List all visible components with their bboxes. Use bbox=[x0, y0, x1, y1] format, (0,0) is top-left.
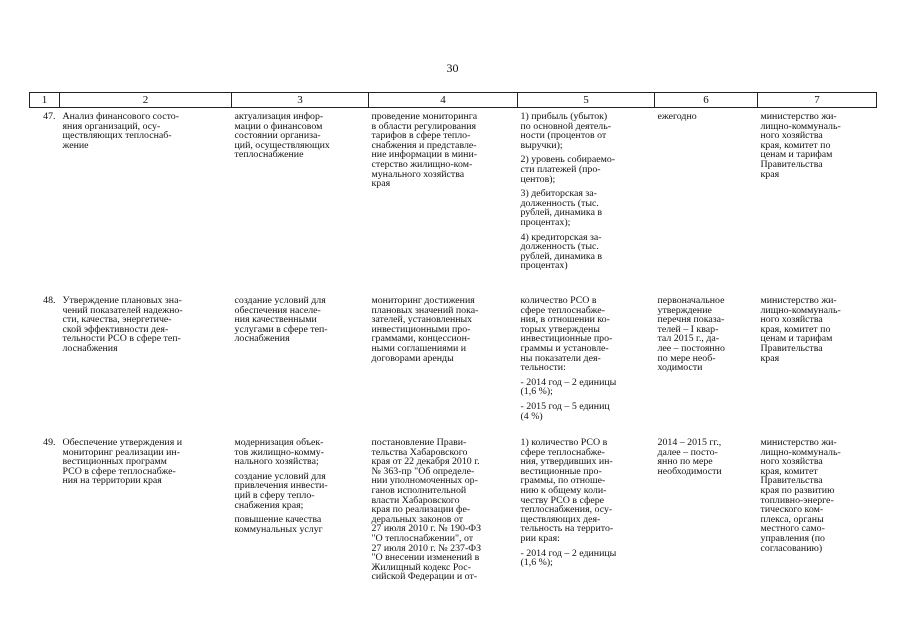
cell-paragraph: постановление Прави- тельства Хабаровского края от 22 декабря 2010 г. № 363-пр "Об определе- нии уполномоченных ор- ганов исполнительной власти Хабаровского края по реализации фе- деральных законов от 27 июля 2010 г. № 190-ФЗ "О теплоснабжении", от 27 июля 2010 г. № 237-ФЗ "О внесении изменений в Жилищный кодекс Рос- сийской Федерации и от- bbox=[371, 437, 482, 583]
column-header: 3 bbox=[232, 93, 369, 108]
measure-name-cell: Утверждение плановых зна- чений показателей надежно- сти, качества, энергетиче- ской эффективности дея- тельности РСО в сфере теп- лоснабжения bbox=[62, 295, 183, 354]
responsible-cell bbox=[758, 108, 877, 293]
cell-paragraph: первоначальное утверждение перечня показа- телей – I квар- тал 2015 г., да- лее – постоянно по мере необ- ходимости bbox=[657, 295, 725, 374]
table-row bbox=[30, 292, 877, 434]
deadline-cell bbox=[655, 108, 758, 293]
indicator-cell bbox=[518, 108, 655, 293]
cell-paragraph: количество РСО в сфере теплоснабже- ния, в отношении ко- торых утверждены инвестиционные про- граммы и установле- ны показатели дея- тельности: bbox=[520, 295, 613, 374]
column-header: 6 bbox=[655, 93, 758, 108]
cell-paragraph: министерство жи- лищно-коммуналь- ного хозяйства края, комитет по ценам и тарифам Правительства края bbox=[760, 295, 841, 364]
responsible-cell bbox=[758, 292, 877, 434]
action-cell bbox=[369, 108, 518, 293]
cell-paragraph: министерство жи- лищно-коммуналь- ного хозяйства края, комитет Правительства края по развитию топливно-энерге- тического ком- плекса, органы местного само- управления (по согласованию) bbox=[760, 437, 841, 554]
column-header: 2 bbox=[60, 93, 232, 108]
cell-paragraph: 4) кредиторская за- долженность (тыс. рублей, динамика в процентах) bbox=[520, 231, 603, 272]
table-row bbox=[30, 434, 877, 620]
row-number: 47. bbox=[43, 111, 56, 122]
indicator-cell bbox=[518, 292, 655, 434]
cell-paragraph: создание условий для привлечения инвести- ций в сферу тепло- снабжения края; bbox=[234, 470, 328, 511]
cell-paragraph: министерство жи- лищно-коммуналь- ного хозяйства края, комитет по ценам и тарифам Правительства края bbox=[760, 111, 841, 180]
measure-name-cell: Анализ финансового состо- яния организаций, осу- ществляющих теплоснаб- жение bbox=[62, 111, 180, 151]
cell-paragraph: 3) дебиторская за- долженность (тыс. рублей, динамика в процентах); bbox=[520, 188, 603, 228]
action-cell bbox=[369, 434, 518, 620]
column-header: 5 bbox=[518, 93, 655, 108]
page-number: 30 bbox=[446, 61, 459, 75]
cell-paragraph: - 2014 год – 2 единицы (1,6 %); bbox=[520, 547, 617, 569]
cell-paragraph: - 2014 год – 2 единицы (1,6 %); bbox=[520, 376, 617, 398]
goal-cell bbox=[232, 292, 369, 434]
header-row bbox=[30, 93, 877, 108]
row-number: 49. bbox=[43, 437, 56, 448]
goal-cell bbox=[232, 434, 369, 620]
action-cell bbox=[369, 292, 518, 434]
goal-cell bbox=[232, 108, 369, 293]
cell-paragraph: повышение качества коммунальных услуг bbox=[234, 514, 323, 535]
measures-table bbox=[29, 92, 877, 620]
deadline-cell bbox=[655, 434, 758, 620]
column-header: 7 bbox=[758, 93, 877, 108]
cell-paragraph: 1) прибыль (убыток) по основной деятель- ности (процентов от выручки); bbox=[520, 111, 611, 151]
measure-name-cell: Обеспечение утверждения и мониторинг реализации ин- вестиционных программ РСО в сфере теплоснабже- ния на территории края bbox=[62, 437, 183, 487]
cell-paragraph: ежегодно bbox=[657, 111, 697, 122]
cell-paragraph: актуализация инфор- мации о финансовом состоянии организа- ций, осуществляющих теплоснабжение bbox=[234, 111, 330, 161]
column-header: 4 bbox=[369, 93, 518, 108]
cell-paragraph: - 2015 год – 5 единиц (4 %) bbox=[520, 400, 610, 422]
cell-paragraph: проведение мониторинга в области регулирования тарифов в сфере тепло- снабжения и представле- ние информации в мини- стерство жилищно-ком- мунального хозяйства края bbox=[371, 111, 478, 190]
responsible-cell bbox=[758, 434, 877, 620]
cell-paragraph: 2) уровень собираемо- сти платежей (про- центов); bbox=[520, 154, 616, 185]
cell-paragraph: создание условий для обеспечения населе- ния качественными услугами в сфере теп- лоснабжения bbox=[234, 295, 328, 345]
cell-paragraph: 2014 – 2015 гг., далее – посто- янно по мере необходимости bbox=[657, 437, 722, 477]
cell-paragraph: 1) количество РСО в сфере теплоснабже- ния, утвердивших ин- вестиционные про- граммы, по отноше- нию к общему коли- честву РСО в сфере теплоснабжения, осу- ществляющих дея- тельность на террито- рии края: bbox=[520, 437, 614, 544]
table-row bbox=[30, 108, 877, 293]
cell-paragraph: модернизация объек- тов жилищно-комму- нального хозяйства; bbox=[234, 437, 324, 468]
cell-paragraph: мониторинг достижения плановых значений пока- зателей, установленных инвестиционными про- граммами, концессион- ными соглашениями и договорами аренды bbox=[371, 295, 479, 364]
row-number: 48. bbox=[43, 295, 56, 306]
deadline-cell bbox=[655, 292, 758, 434]
indicator-cell bbox=[518, 434, 655, 620]
column-header: 1 bbox=[30, 93, 60, 108]
